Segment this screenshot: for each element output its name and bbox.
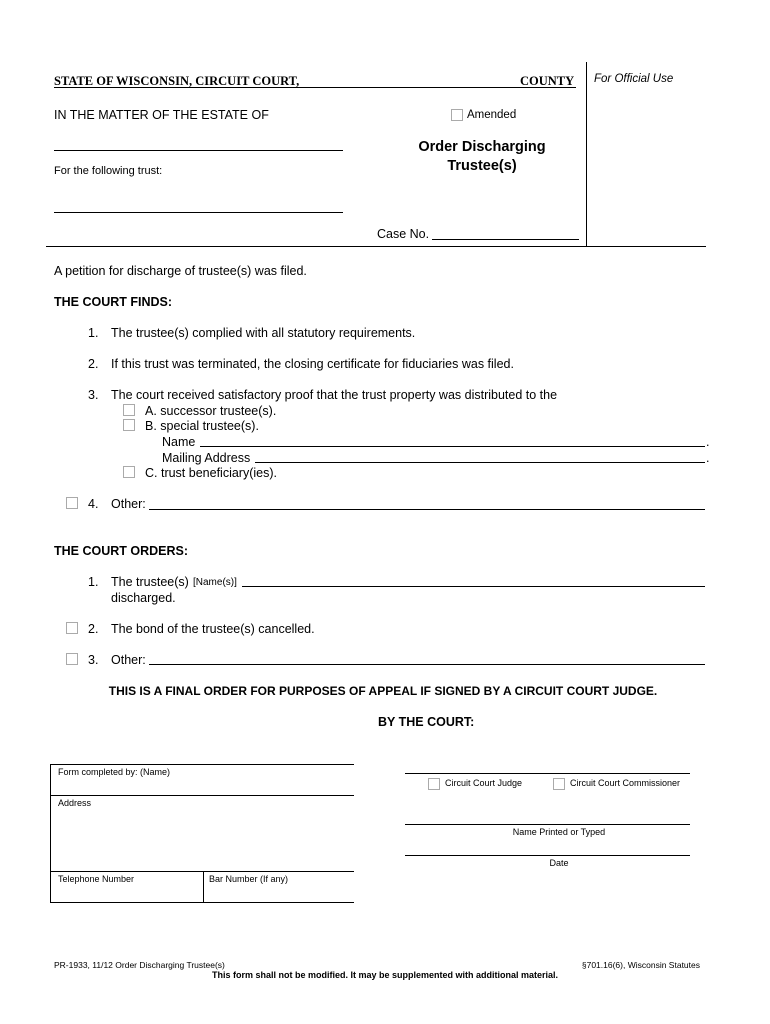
mailing-address-field[interactable] (255, 462, 705, 463)
successor-trustee-label: A. successor trustee(s). (145, 404, 277, 418)
header-divider (46, 246, 706, 247)
order-1-name-hint: [Name(s)] (193, 577, 237, 588)
circuit-court-commissioner-checkbox[interactable] (553, 778, 565, 790)
matter-label: IN THE MATTER OF THE ESTATE OF (54, 108, 269, 122)
bar-number-label: Bar Number (If any) (209, 874, 289, 884)
special-trustee-label: B. special trustee(s). (145, 419, 259, 433)
trust-beneficiary-checkbox[interactable] (123, 466, 135, 478)
signature-line[interactable] (405, 773, 690, 774)
statute-reference: §701.16(6), Wisconsin Statutes (581, 960, 700, 970)
form-title-line1: Order Discharging (418, 139, 546, 155)
trust-label: For the following trust: (54, 165, 163, 177)
bond-cancelled-checkbox[interactable] (66, 622, 78, 634)
special-trustee-name-label: Name (162, 435, 196, 449)
finds-heading: THE COURT FINDS: (54, 295, 173, 309)
finds-1-num: 1. (88, 326, 99, 340)
modification-notice: This form shall not be modified. It may be supplemented with additional material. (211, 970, 559, 980)
form-box-top-line (50, 764, 354, 765)
trust-beneficiary-label: C. trust beneficiary(ies). (145, 466, 277, 480)
orders-other-checkbox[interactable] (66, 653, 78, 665)
date-label: Date (549, 858, 569, 868)
finds-4-num: 4. (88, 497, 99, 511)
completed-by-field[interactable] (50, 795, 354, 796)
trust-name-line[interactable] (54, 212, 343, 213)
finds-1-text: The trustee(s) complied with all statutory requirements. (111, 326, 416, 340)
by-the-court-label: BY THE COURT: (378, 715, 475, 729)
name-period: . (706, 435, 710, 449)
official-use-label: For Official Use (594, 73, 674, 85)
final-order-notice: THIS IS A FINAL ORDER FOR PURPOSES OF APPEAL IF SIGNED BY A CIRCUIT COURT JUDGE. (108, 684, 658, 698)
circuit-court-judge-label: Circuit Court Judge (445, 778, 523, 788)
finds-2-num: 2. (88, 357, 99, 371)
orders-heading: THE COURT ORDERS: (54, 544, 189, 558)
date-field[interactable] (405, 855, 690, 856)
phone-bar-field[interactable] (50, 902, 354, 903)
case-no-label: Case No. (377, 227, 430, 241)
finds-3-num: 3. (88, 388, 99, 402)
special-trustee-checkbox[interactable] (123, 419, 135, 431)
order-3-num: 3. (88, 653, 99, 667)
order-1-text: The trustee(s) (111, 575, 189, 589)
order-2-num: 2. (88, 622, 99, 636)
court-county-line[interactable] (54, 87, 576, 88)
order-1-discharged: discharged. (111, 591, 176, 605)
form-title-line2: Trustee(s) (447, 158, 517, 174)
name-printed-label: Name Printed or Typed (512, 827, 606, 837)
amended-checkbox[interactable] (451, 109, 463, 121)
court-name: STATE OF WISCONSIN, CIRCUIT COURT, (54, 74, 300, 88)
telephone-label: Telephone Number (58, 874, 135, 884)
order-1-num: 1. (88, 575, 99, 589)
trustee-names-field[interactable] (242, 586, 705, 587)
official-use-divider (586, 62, 587, 247)
completed-by-label: Form completed by: (Name) (58, 767, 171, 777)
finds-3-text: The court received satisfactory proof that the trust property was distributed to the (111, 388, 558, 402)
form-id: PR-1933, 11/12 Order Discharging Trustee(s) (54, 960, 225, 970)
order-2-text: The bond of the trustee(s) cancelled. (111, 622, 315, 636)
finds-2-text: If this trust was terminated, the closing certificate for fiduciaries was filed. (111, 357, 514, 371)
circuit-court-commissioner-label: Circuit Court Commissioner (570, 778, 681, 788)
special-trustee-name-field[interactable] (200, 446, 705, 447)
petition-text: A petition for discharge of trustee(s) was filed. (54, 264, 307, 278)
finds-other-field[interactable] (149, 509, 705, 510)
address-field[interactable] (50, 871, 354, 872)
orders-other-field[interactable] (149, 664, 705, 665)
orders-other-label: Other: (111, 653, 146, 667)
name-printed-field[interactable] (405, 824, 690, 825)
case-no-field[interactable] (432, 239, 579, 240)
amended-label: Amended (467, 109, 517, 121)
phone-bar-divider (203, 871, 204, 902)
mailing-address-label: Mailing Address (162, 451, 251, 465)
finds-other-checkbox[interactable] (66, 497, 78, 509)
mailing-period: . (706, 451, 710, 465)
estate-name-line[interactable] (54, 150, 343, 151)
finds-other-label: Other: (111, 497, 146, 511)
address-label: Address (58, 798, 92, 808)
successor-trustee-checkbox[interactable] (123, 404, 135, 416)
county-label: COUNTY (520, 74, 575, 88)
circuit-court-judge-checkbox[interactable] (428, 778, 440, 790)
